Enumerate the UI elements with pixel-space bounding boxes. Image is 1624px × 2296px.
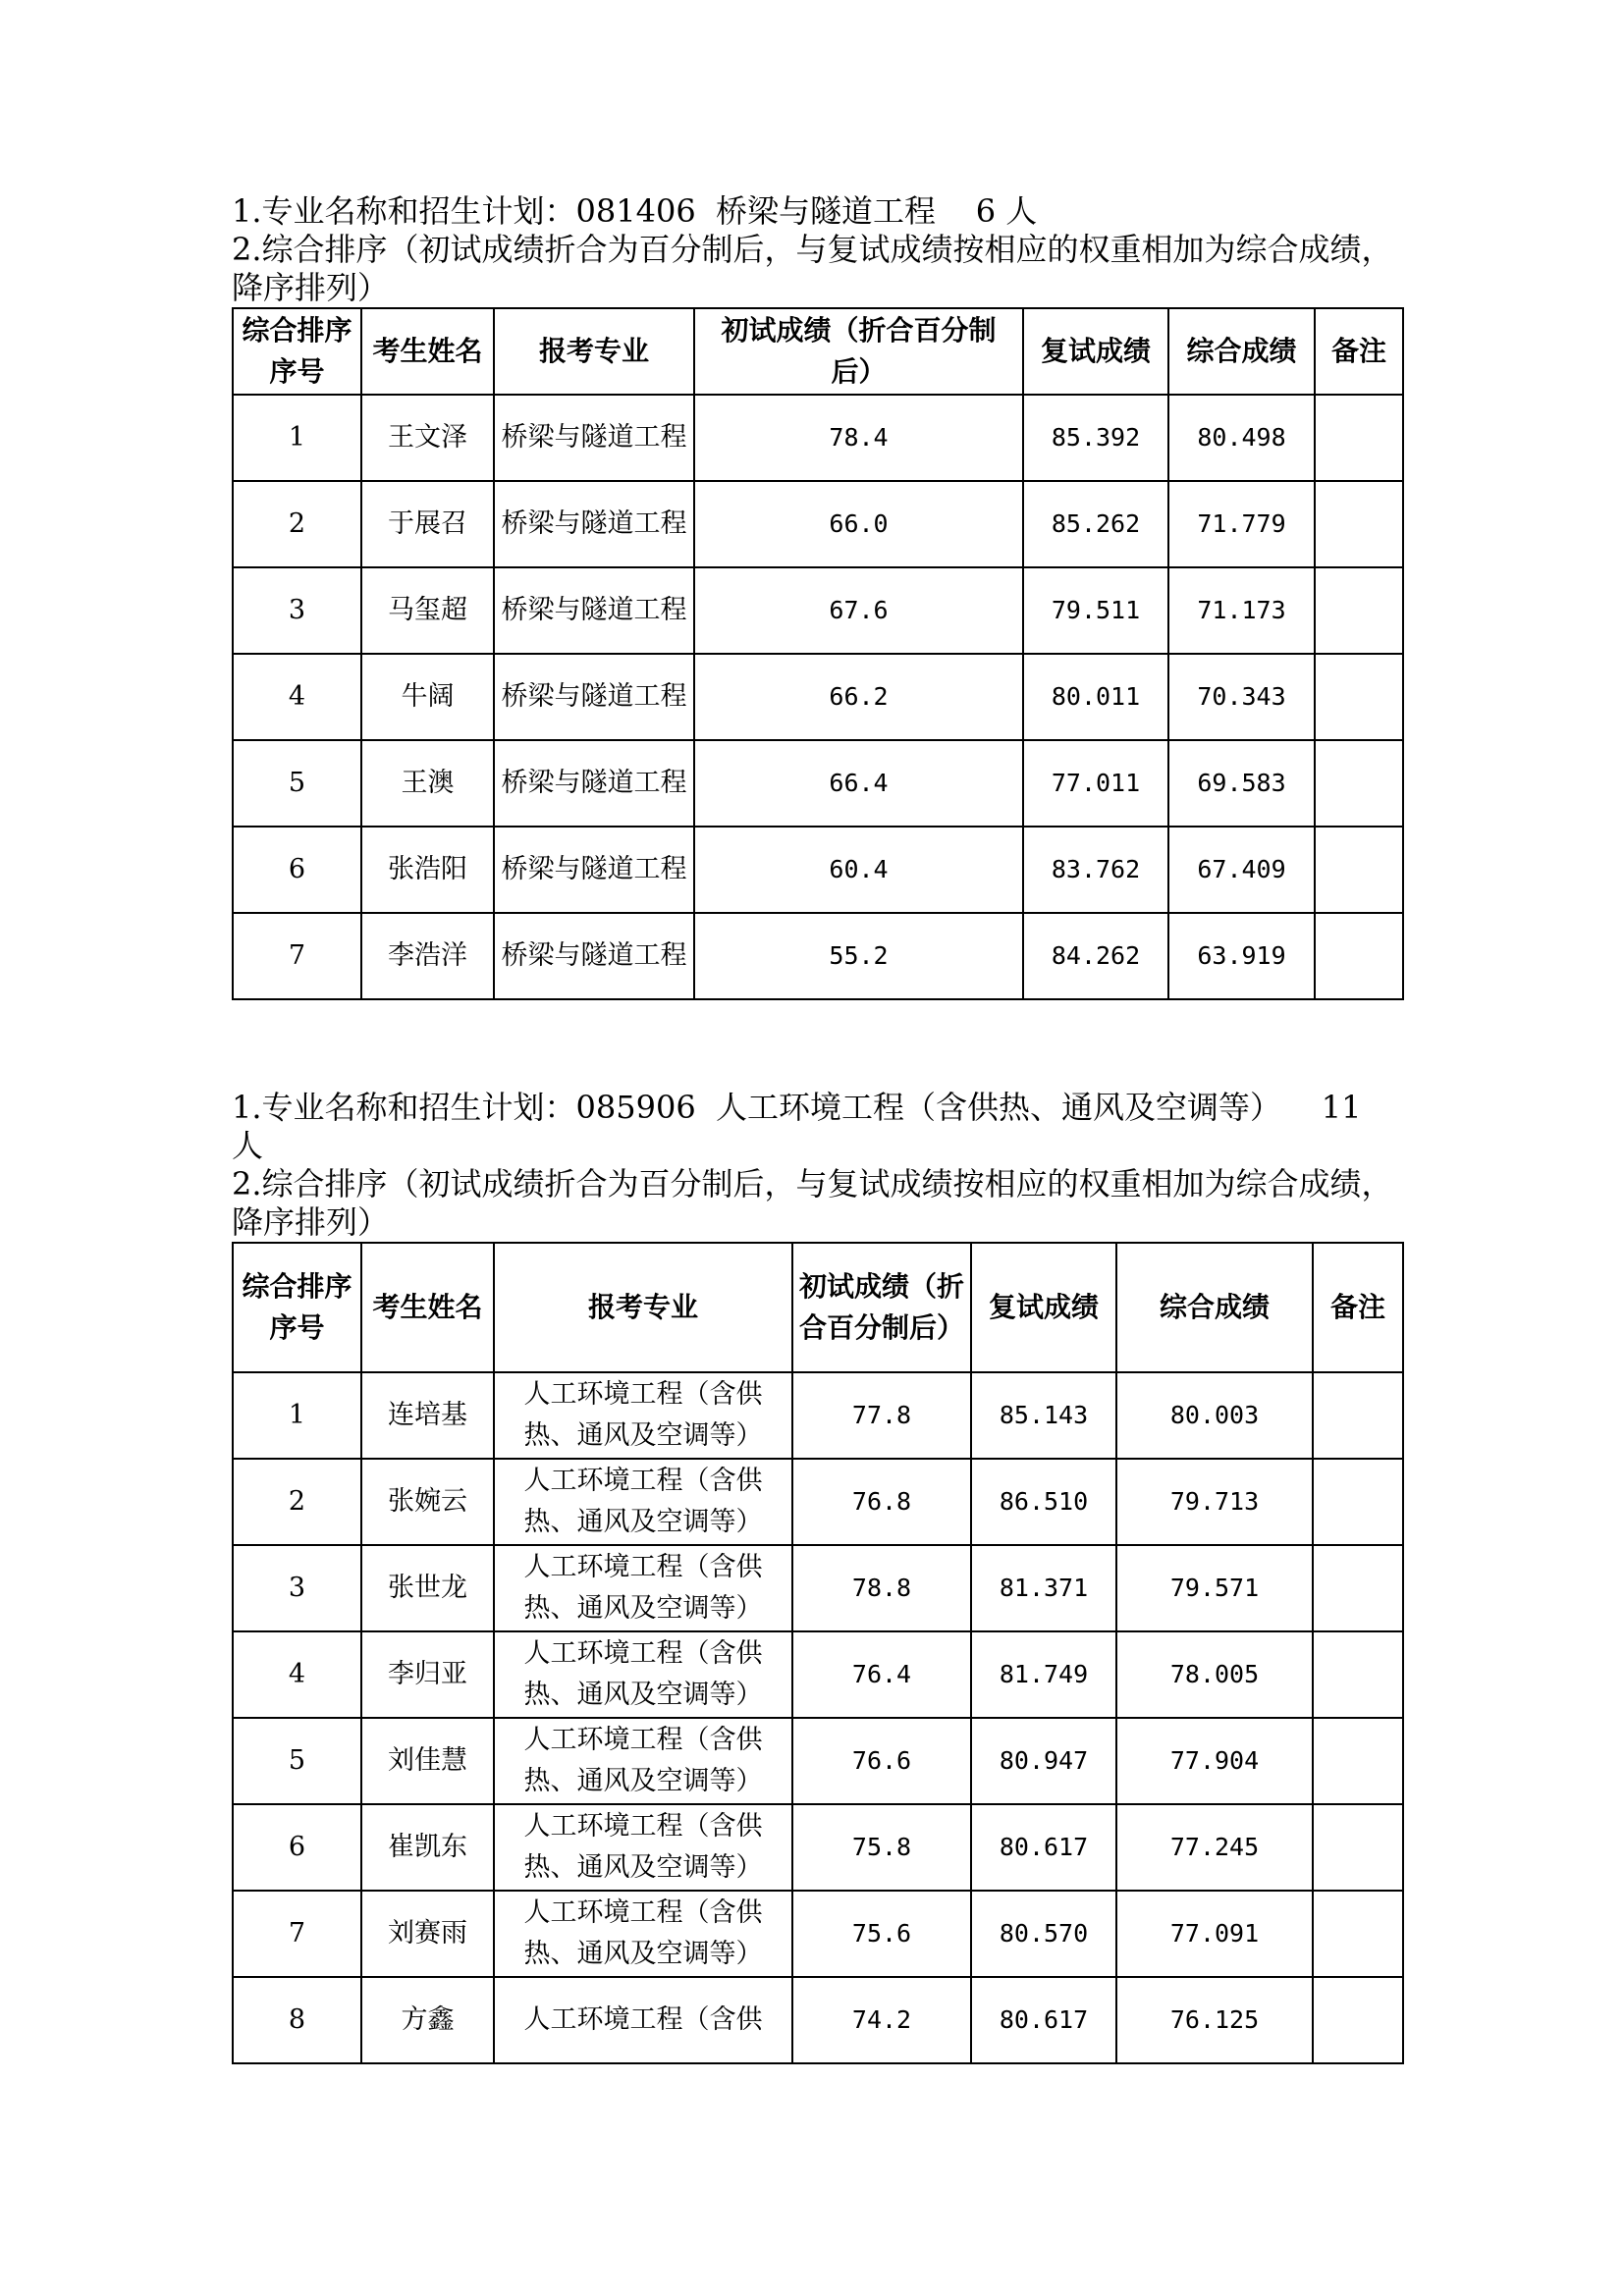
- cell-total-score: 77.091: [1116, 1891, 1313, 1977]
- cell-initial-score: 66.2: [694, 654, 1023, 740]
- header-rank: 综合排序序号: [233, 308, 361, 395]
- cell-initial-score: 74.2: [792, 1977, 971, 2063]
- cell-rank: 6: [233, 1804, 361, 1891]
- section1-plan-line: 1.专业名称和招生计划：081406 桥梁与隧道工程 6 人: [232, 192, 1038, 230]
- cell-remark: [1313, 1545, 1403, 1631]
- cell-remark: [1315, 913, 1403, 999]
- cell-total-score: 71.173: [1168, 567, 1315, 654]
- cell-initial-score: 67.6: [694, 567, 1023, 654]
- cell-major: 桥梁与隧道工程: [494, 481, 694, 567]
- table-row: [233, 827, 1403, 913]
- cell-major: 人工环境工程（含供热、通风及空调等）: [494, 1459, 792, 1545]
- cell-rank: 6: [233, 827, 361, 913]
- cell-retest-score: 80.617: [971, 1977, 1116, 2063]
- cell-retest-score: 80.947: [971, 1718, 1116, 1804]
- cell-retest-score: 77.011: [1023, 740, 1168, 827]
- cell-rank: 1: [233, 1372, 361, 1459]
- section1-ranking-note: 2.综合排序（初试成绩折合为百分制后，与复试成绩按相应的权重相加为综合成绩，降序排列）: [232, 231, 1393, 306]
- cell-initial-score: 78.4: [694, 395, 1023, 481]
- cell-retest-score: 80.011: [1023, 654, 1168, 740]
- table-row: [233, 654, 1403, 740]
- cell-initial-score: 75.8: [792, 1804, 971, 1891]
- section2-header-row: [233, 1243, 1403, 1372]
- section2-ranking-note: 2.综合排序（初试成绩折合为百分制后，与复试成绩按相应的权重相加为综合成绩，降序排列）: [232, 1165, 1393, 1241]
- cell-remark: [1313, 1631, 1403, 1718]
- header-initial-score: 初试成绩（折合百分制后）: [792, 1243, 971, 1372]
- cell-remark: [1315, 827, 1403, 913]
- cell-rank: 4: [233, 654, 361, 740]
- cell-total-score: 78.005: [1116, 1631, 1313, 1718]
- cell-initial-score: 66.4: [694, 740, 1023, 827]
- cell-major: 桥梁与隧道工程: [494, 567, 694, 654]
- table-row: [233, 1891, 1403, 1977]
- header-name: 考生姓名: [361, 1243, 494, 1372]
- cell-total-score: 70.343: [1168, 654, 1315, 740]
- section2-plan-line: 1.专业名称和招生计划：085906 人工环境工程（含供热、通风及空调等） 11 人: [232, 1089, 1372, 1164]
- cell-name: 李浩洋: [361, 913, 494, 999]
- cell-remark: [1315, 654, 1403, 740]
- cell-total-score: 80.003: [1116, 1372, 1313, 1459]
- cell-rank: 5: [233, 740, 361, 827]
- cell-major: 人工环境工程（含供: [494, 1977, 792, 2063]
- table-row: [233, 1372, 1403, 1459]
- cell-major: 桥梁与隧道工程: [494, 740, 694, 827]
- cell-major: 桥梁与隧道工程: [494, 654, 694, 740]
- cell-rank: 7: [233, 913, 361, 999]
- section1-score-table: [232, 307, 1404, 1000]
- cell-rank: 1: [233, 395, 361, 481]
- cell-initial-score: 78.8: [792, 1545, 971, 1631]
- section2-score-table: [232, 1242, 1404, 2064]
- cell-remark: [1313, 1804, 1403, 1891]
- cell-remark: [1315, 395, 1403, 481]
- cell-total-score: 76.125: [1116, 1977, 1313, 2063]
- table-row: [233, 913, 1403, 999]
- header-name: 考生姓名: [361, 308, 494, 395]
- table-row: [233, 1977, 1403, 2063]
- header-major: 报考专业: [494, 308, 694, 395]
- cell-retest-score: 80.617: [971, 1804, 1116, 1891]
- cell-total-score: 80.498: [1168, 395, 1315, 481]
- document-page: [232, 192, 1402, 2064]
- table-row: [233, 1545, 1403, 1631]
- cell-initial-score: 60.4: [694, 827, 1023, 913]
- cell-rank: 3: [233, 567, 361, 654]
- table-row: [233, 1459, 1403, 1545]
- section1-table-body: [233, 395, 1403, 999]
- cell-retest-score: 81.749: [971, 1631, 1116, 1718]
- cell-major: 人工环境工程（含供热、通风及空调等）: [494, 1891, 792, 1977]
- cell-name: 牛阔: [361, 654, 494, 740]
- cell-remark: [1315, 740, 1403, 827]
- cell-major: 桥梁与隧道工程: [494, 395, 694, 481]
- cell-name: 张世龙: [361, 1545, 494, 1631]
- cell-total-score: 67.409: [1168, 827, 1315, 913]
- cell-total-score: 77.904: [1116, 1718, 1313, 1804]
- cell-name: 方鑫: [361, 1977, 494, 2063]
- cell-total-score: 71.779: [1168, 481, 1315, 567]
- cell-initial-score: 55.2: [694, 913, 1023, 999]
- cell-rank: 7: [233, 1891, 361, 1977]
- cell-rank: 5: [233, 1718, 361, 1804]
- cell-rank: 3: [233, 1545, 361, 1631]
- header-remark: 备注: [1313, 1243, 1403, 1372]
- cell-name: 刘佳慧: [361, 1718, 494, 1804]
- cell-total-score: 69.583: [1168, 740, 1315, 827]
- cell-remark: [1315, 481, 1403, 567]
- cell-name: 王文泽: [361, 395, 494, 481]
- cell-major: 桥梁与隧道工程: [494, 913, 694, 999]
- cell-rank: 2: [233, 481, 361, 567]
- cell-total-score: 79.713: [1116, 1459, 1313, 1545]
- header-major: 报考专业: [494, 1243, 792, 1372]
- header-total-score: 综合成绩: [1168, 308, 1315, 395]
- cell-retest-score: 80.570: [971, 1891, 1116, 1977]
- table-row: [233, 740, 1403, 827]
- cell-major: 人工环境工程（含供热、通风及空调等）: [494, 1631, 792, 1718]
- table-row: [233, 395, 1403, 481]
- cell-name: 李归亚: [361, 1631, 494, 1718]
- cell-remark: [1313, 1977, 1403, 2063]
- header-initial-score: 初试成绩（折合百分制后）: [694, 308, 1023, 395]
- cell-remark: [1313, 1372, 1403, 1459]
- cell-initial-score: 76.6: [792, 1718, 971, 1804]
- cell-retest-score: 79.511: [1023, 567, 1168, 654]
- cell-retest-score: 85.262: [1023, 481, 1168, 567]
- cell-retest-score: 85.143: [971, 1372, 1116, 1459]
- cell-major: 人工环境工程（含供热、通风及空调等）: [494, 1718, 792, 1804]
- section1-header-row: [233, 308, 1403, 395]
- header-remark: 备注: [1315, 308, 1403, 395]
- header-retest-score: 复试成绩: [1023, 308, 1168, 395]
- cell-name: 刘赛雨: [361, 1891, 494, 1977]
- cell-initial-score: 76.4: [792, 1631, 971, 1718]
- cell-name: 崔凯东: [361, 1804, 494, 1891]
- cell-major: 桥梁与隧道工程: [494, 827, 694, 913]
- cell-rank: 8: [233, 1977, 361, 2063]
- table-row: [233, 1631, 1403, 1718]
- cell-initial-score: 77.8: [792, 1372, 971, 1459]
- cell-rank: 4: [233, 1631, 361, 1718]
- table-row: [233, 1718, 1403, 1804]
- cell-major: 人工环境工程（含供热、通风及空调等）: [494, 1545, 792, 1631]
- cell-name: 马玺超: [361, 567, 494, 654]
- cell-major: 人工环境工程（含供热、通风及空调等）: [494, 1372, 792, 1459]
- section2-table-body: [233, 1372, 1403, 2063]
- header-rank: 综合排序序号: [233, 1243, 361, 1372]
- header-retest-score: 复试成绩: [971, 1243, 1116, 1372]
- cell-retest-score: 85.392: [1023, 395, 1168, 481]
- cell-name: 张婉云: [361, 1459, 494, 1545]
- cell-retest-score: 86.510: [971, 1459, 1116, 1545]
- cell-total-score: 63.919: [1168, 913, 1315, 999]
- cell-name: 张浩阳: [361, 827, 494, 913]
- cell-rank: 2: [233, 1459, 361, 1545]
- cell-initial-score: 66.0: [694, 481, 1023, 567]
- cell-initial-score: 76.8: [792, 1459, 971, 1545]
- cell-total-score: 77.245: [1116, 1804, 1313, 1891]
- cell-remark: [1315, 567, 1403, 654]
- table-row: [233, 567, 1403, 654]
- cell-remark: [1313, 1891, 1403, 1977]
- table-row: [233, 481, 1403, 567]
- cell-retest-score: 84.262: [1023, 913, 1168, 999]
- table-row: [233, 1804, 1403, 1891]
- cell-name: 王澳: [361, 740, 494, 827]
- cell-remark: [1313, 1459, 1403, 1545]
- header-total-score: 综合成绩: [1116, 1243, 1313, 1372]
- cell-initial-score: 75.6: [792, 1891, 971, 1977]
- cell-retest-score: 81.371: [971, 1545, 1116, 1631]
- cell-retest-score: 83.762: [1023, 827, 1168, 913]
- cell-major: 人工环境工程（含供热、通风及空调等）: [494, 1804, 792, 1891]
- cell-name: 连培基: [361, 1372, 494, 1459]
- cell-remark: [1313, 1718, 1403, 1804]
- cell-name: 于展召: [361, 481, 494, 567]
- cell-total-score: 79.571: [1116, 1545, 1313, 1631]
